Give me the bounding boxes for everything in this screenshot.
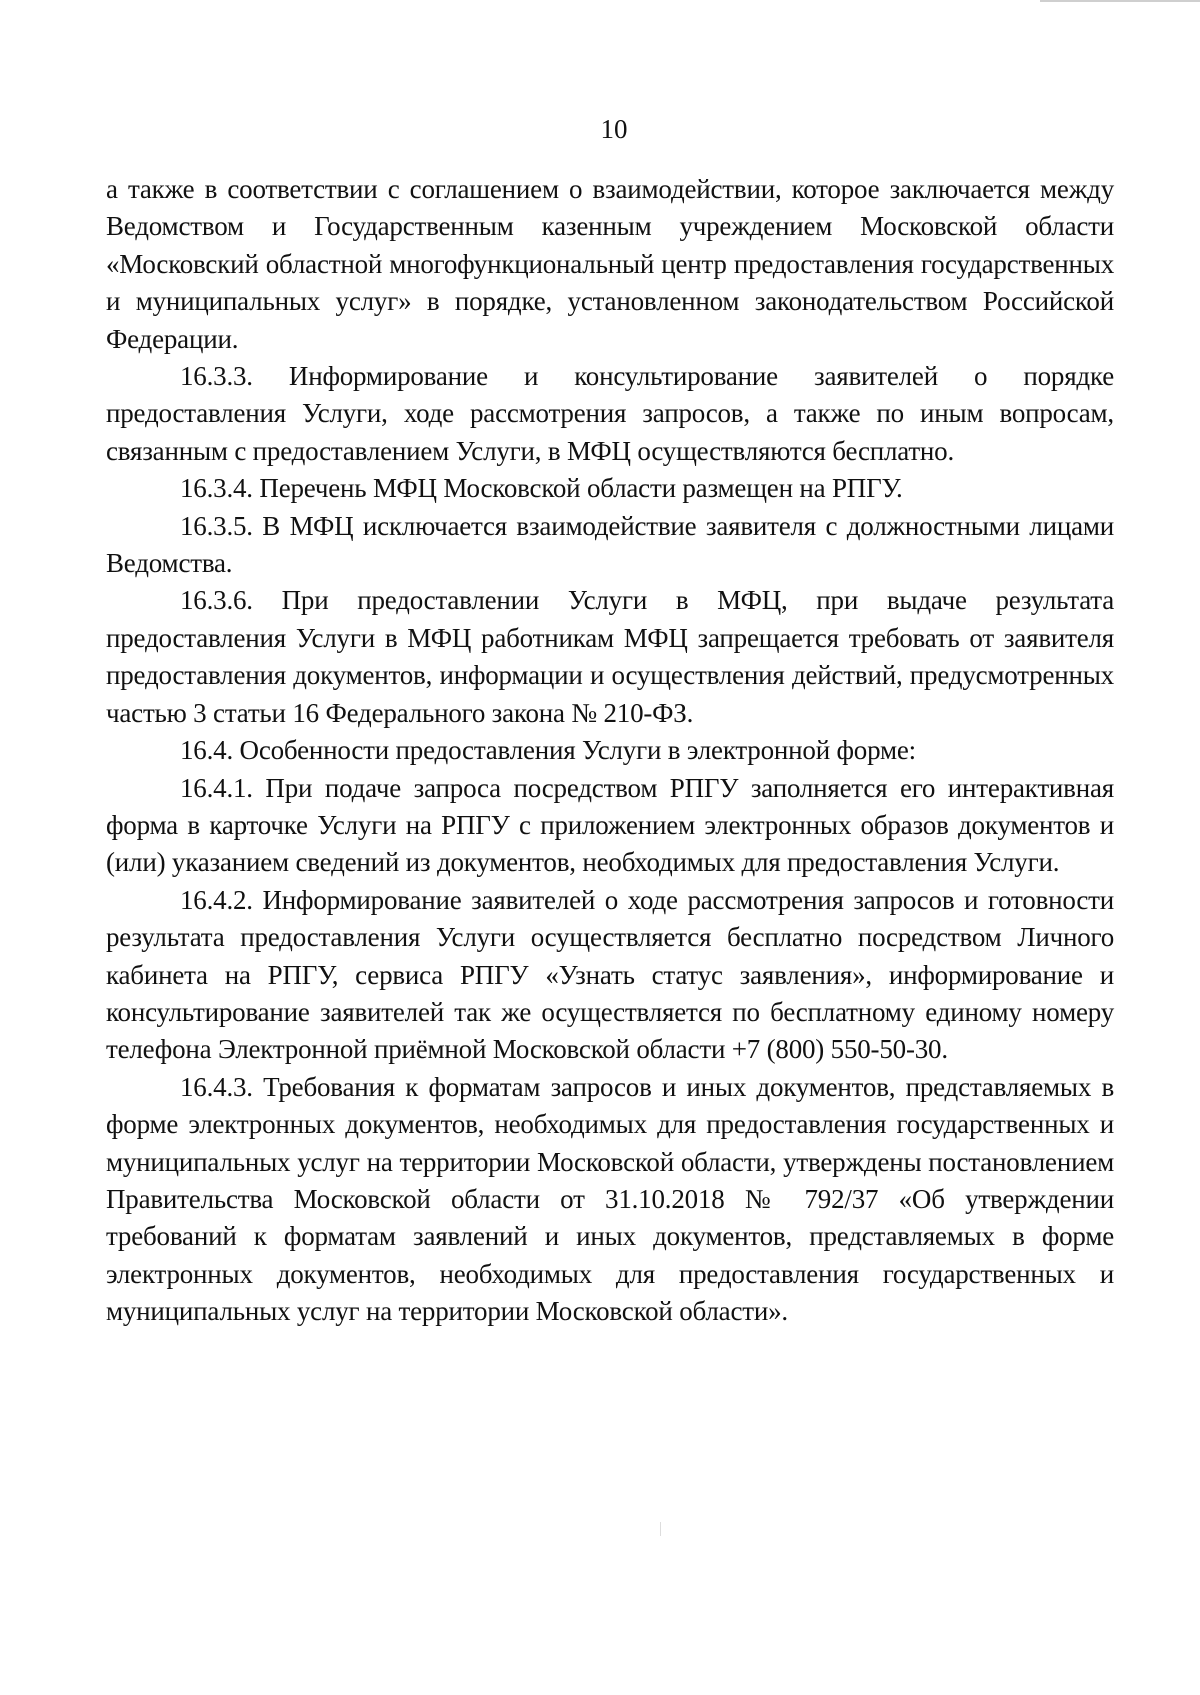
paragraph-16-4: 16.4. Особенности предоставления Услуги в электронной форме: [180, 735, 916, 766]
scan-artifact [660, 1522, 661, 1536]
paragraph-16-3-6: 16.3.6. При предоставлении Услуги в МФЦ, при выдаче результата предоставления Услуги в МФЦ работникам МФЦ запрещается требовать от заявителя предоставления документов, информации и осуществления действий, предусмотренных частью 3 статьи 16 Федерального закона № 210-ФЗ. [106, 585, 1114, 728]
paragraph-16-3-3: 16.3.3. Информирование и консультирование заявителей о порядке предоставления Услуги, ходе рассмотрения запросов, а также по иным вопросам, связанным с предоставлением Услуги, в МФЦ осуществляются бесплатно. [106, 361, 1114, 466]
paragraph-continuation: а также в соответствии с соглашением о взаимодействии, которое заключается между Ведомством и Государственным казенным учреждением Московской области «Московский областной многофункциональный центр предоставления государственных и муниципальных услуг» в порядке, установленном законодательством Российской Федерации. [106, 174, 1114, 354]
page-number: 10 [600, 114, 628, 144]
paragraph-16-4-2: 16.4.2. Информирование заявителей о ходе рассмотрения запросов и готовности результата предоставления Услуги осуществляется бесплатно посредством Личного кабинета на РПГУ, сервиса РПГУ «Узнать статус заявления», информирование и консультирование заявителей так же осуществляется по бесплатному единому номеру телефона Электронной приёмной Московской области +7 (800) 550-50-30. [106, 884, 1114, 1065]
document-body [106, 171, 1114, 1331]
paragraph-16-3-5: 16.3.5. В МФЦ исключается взаимодействие заявителя с должностными лицами Ведомства. [106, 510, 1114, 579]
scan-edge-line [1040, 0, 1200, 2]
paragraph-16-4-1: 16.4.1. При подаче запроса посредством РПГУ заполняется его интерактивная форма в карточке Услуги на РПГУ с приложением электронных образов документов и (или) указанием сведений из документов, необходимых для предоставления Услуги. [106, 772, 1114, 878]
paragraph-16-3-4: 16.3.4. Перечень МФЦ Московской области размещен на РПГУ. [180, 473, 903, 504]
paragraph-16-4-3: 16.4.3. Требования к форматам запросов и иных документов, представляемых в форме электронных документов, необходимых для предоставления государственных и муниципальных услуг на территории Московской области, утверждены постановлением Правительства Московской области от 31.10.2018 № 792/37 «Об утверждении требований к форматам заявлений и иных документов, представляемых в форме электронных документов, необходимых для предоставления государственных и муниципальных услуг на территории Московской области». [106, 1071, 1114, 1327]
